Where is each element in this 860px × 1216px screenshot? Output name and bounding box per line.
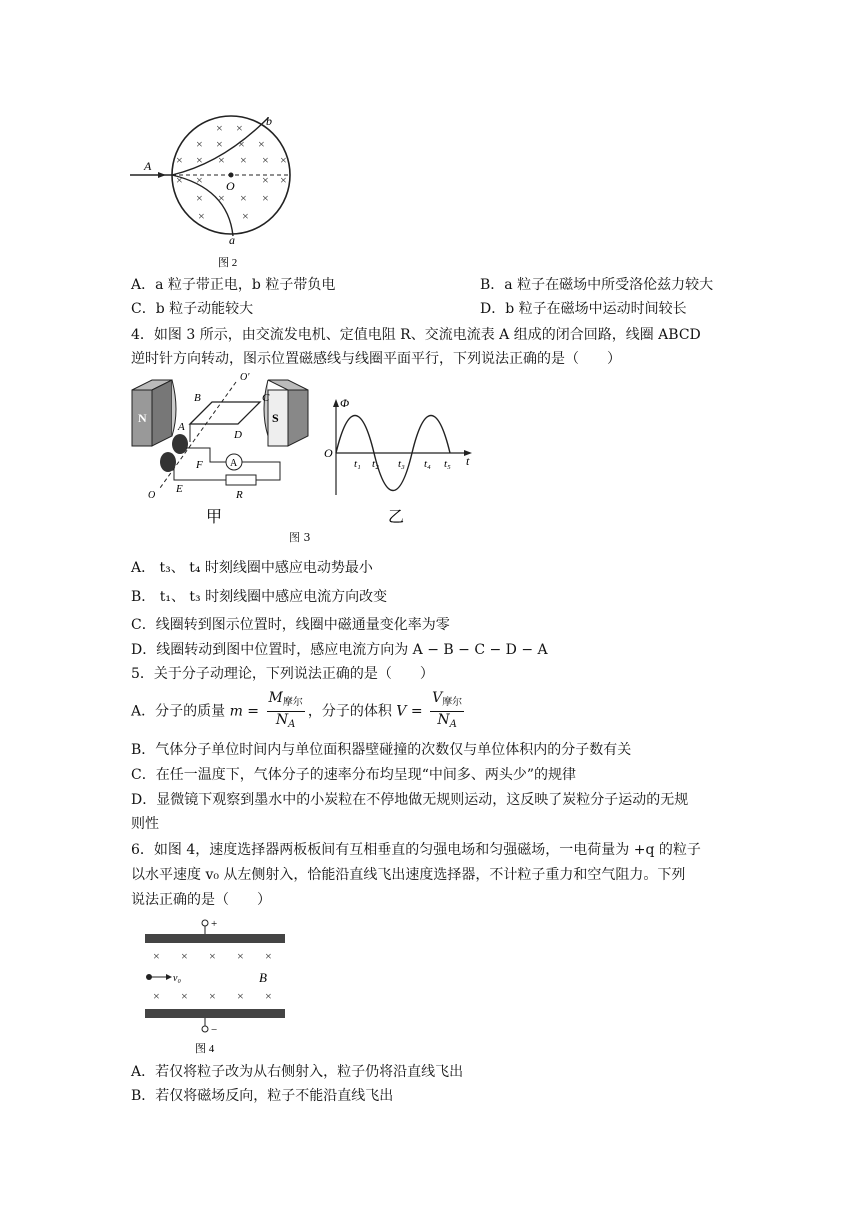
- q5-stem: 5．关于分子动理论，下列说法正确的是（ ）: [131, 666, 434, 682]
- axis-t: t: [466, 454, 470, 468]
- figure-3-jia: [130, 370, 320, 530]
- label-E: E: [176, 483, 183, 495]
- magnetic-field-crosses-fig4: [153, 949, 272, 1003]
- tick-t3: t₃: [398, 458, 405, 470]
- label-yi: 乙: [388, 509, 405, 526]
- svg-text:×: ×: [181, 949, 188, 963]
- minus-terminal: −: [211, 1024, 218, 1036]
- svg-text:×: ×: [153, 949, 160, 963]
- q5-option-d-line1: D．显微镜下观察到墨水中的小炭粒在不停地做无规则运动，这反映了炭粒分子运动的无规: [131, 792, 689, 808]
- svg-text:×: ×: [216, 121, 223, 135]
- label-O-prime: O': [240, 372, 250, 383]
- tick-t1: t₁: [354, 458, 361, 470]
- label-jia: 甲: [206, 509, 223, 526]
- q6-option-b: B．若仅将磁场反向，粒子不能沿直线飞出: [131, 1088, 394, 1104]
- q4-option-c: C．线圈转到图示位置时，线圈中磁通量变化率为零: [131, 617, 450, 633]
- label-R: R: [236, 489, 243, 501]
- svg-text:×: ×: [237, 949, 244, 963]
- svg-text:×: ×: [258, 137, 265, 151]
- figure-4: [135, 912, 295, 1060]
- q3-option-a: A．a 粒子带正电，b 粒子带负电: [131, 277, 336, 293]
- svg-text:×: ×: [196, 153, 203, 167]
- svg-text:×: ×: [262, 153, 269, 167]
- label-B: B: [194, 392, 201, 404]
- svg-text:×: ×: [236, 121, 243, 135]
- q3-option-d: D．b 粒子在磁场中运动时间较长: [480, 301, 687, 317]
- svg-text:×: ×: [242, 209, 249, 223]
- ammeter-label: A: [230, 458, 238, 469]
- svg-text:×: ×: [196, 173, 203, 187]
- axis-phi: Φ: [340, 396, 350, 410]
- q4-option-b: B． t₁、 t₃ 时刻线圈中感应电流方向改变: [131, 589, 388, 605]
- svg-text:×: ×: [265, 949, 272, 963]
- svg-text:×: ×: [209, 949, 216, 963]
- q5-option-c: C．在任一温度下，气体分子的速率分布均呈现“中间多、两头少”的规律: [131, 767, 577, 783]
- svg-text:×: ×: [218, 191, 225, 205]
- plus-terminal: +: [211, 918, 218, 930]
- q4-stem-line2: 逆时针方向转动，图示位置磁感线与线圈平面平行，下列说法正确的是（ ）: [131, 351, 621, 367]
- label-b: b: [266, 114, 272, 128]
- q3-option-b: B．a 粒子在磁场中所受洛伦兹力较大: [480, 277, 714, 293]
- svg-text:×: ×: [181, 989, 188, 1003]
- figure-3-yi: [318, 395, 478, 530]
- label-O: O: [226, 179, 235, 193]
- svg-text:×: ×: [176, 153, 183, 167]
- label-A-coil: A: [178, 421, 185, 433]
- svg-text:×: ×: [198, 209, 205, 223]
- q4-option-a: A． t₃、 t₄ 时刻线圈中感应电动势最小: [131, 560, 373, 576]
- label-v0: v₀: [173, 973, 181, 984]
- svg-text:×: ×: [240, 153, 247, 167]
- q4-option-d: D．线圈转动到图中位置时，感应电流方向为 A − B − C − D − A: [131, 642, 548, 658]
- figure-2: [128, 108, 308, 273]
- svg-text:×: ×: [196, 137, 203, 151]
- svg-text:×: ×: [238, 137, 245, 151]
- q6-option-a: A．若仅将粒子改为从右侧射入，粒子仍将沿直线飞出: [131, 1064, 464, 1080]
- fig2-caption: 图 2: [218, 257, 238, 269]
- label-A: A: [144, 159, 152, 173]
- label-D: D: [234, 429, 242, 441]
- svg-text:×: ×: [196, 191, 203, 205]
- tick-t5: t₅: [444, 458, 451, 470]
- q5-option-d-line2: 则性: [131, 816, 159, 832]
- svg-text:×: ×: [176, 173, 183, 187]
- svg-text:×: ×: [265, 989, 272, 1003]
- volume-fraction: $\frac{V_{摩尔}}{N_A}$: [432, 690, 463, 730]
- fig4-caption: 图 4: [195, 1043, 215, 1055]
- q6-stem-line3: 说法正确的是（ ）: [131, 892, 271, 908]
- fig3-caption: 图 3: [289, 531, 311, 544]
- svg-text:×: ×: [240, 191, 247, 205]
- label-B-fig4: B: [259, 970, 267, 985]
- label-O-bottom: O: [148, 490, 156, 501]
- q6-stem-line1: 6．如图 4，速度选择器两板板间有互相垂直的匀强电场和匀强磁场，一电荷量为 +q 的粒子: [131, 842, 701, 858]
- svg-text:×: ×: [153, 989, 160, 1003]
- label-N: N: [138, 411, 147, 425]
- label-a: a: [229, 233, 235, 247]
- magnetic-field-crosses: [176, 121, 287, 223]
- svg-text:×: ×: [216, 137, 223, 151]
- q5-option-a: A．分子的质量 m = $\frac{M_{摩尔}}{N_A}$ ，分子的体积 V = $\frac{V_{摩尔}}{N_A}$: [131, 690, 467, 733]
- svg-text:×: ×: [262, 173, 269, 187]
- label-S: S: [272, 411, 279, 425]
- q6-stem-line2: 以水平速度 v₀ 从左侧射入，恰能沿直线飞出速度选择器，不计粒子重力和空气阻力。下列: [131, 867, 686, 883]
- mass-fraction: $\frac{M_{摩尔}}{N_A}$: [268, 690, 303, 730]
- label-C: C: [262, 392, 270, 404]
- svg-text:×: ×: [280, 153, 287, 167]
- q4-stem-line1: 4．如图 3 所示，由交流发电机、定值电阻 R、交流电流表 A 组成的闭合回路，线圈 ABCD: [131, 327, 701, 343]
- q3-option-c: C．b 粒子动能较大: [131, 301, 254, 317]
- svg-text:×: ×: [218, 153, 225, 167]
- svg-text:×: ×: [209, 989, 216, 1003]
- q5-option-b: B．气体分子单位时间内与单位面积器壁碰撞的次数仅与单位体积内的分子数有关: [131, 742, 632, 758]
- tick-t2: t₂: [372, 458, 379, 470]
- tick-t4: t₄: [424, 458, 431, 470]
- svg-text:×: ×: [262, 191, 269, 205]
- axis-origin: O: [324, 446, 333, 460]
- label-F: F: [196, 459, 203, 471]
- svg-text:×: ×: [280, 173, 287, 187]
- svg-text:×: ×: [237, 989, 244, 1003]
